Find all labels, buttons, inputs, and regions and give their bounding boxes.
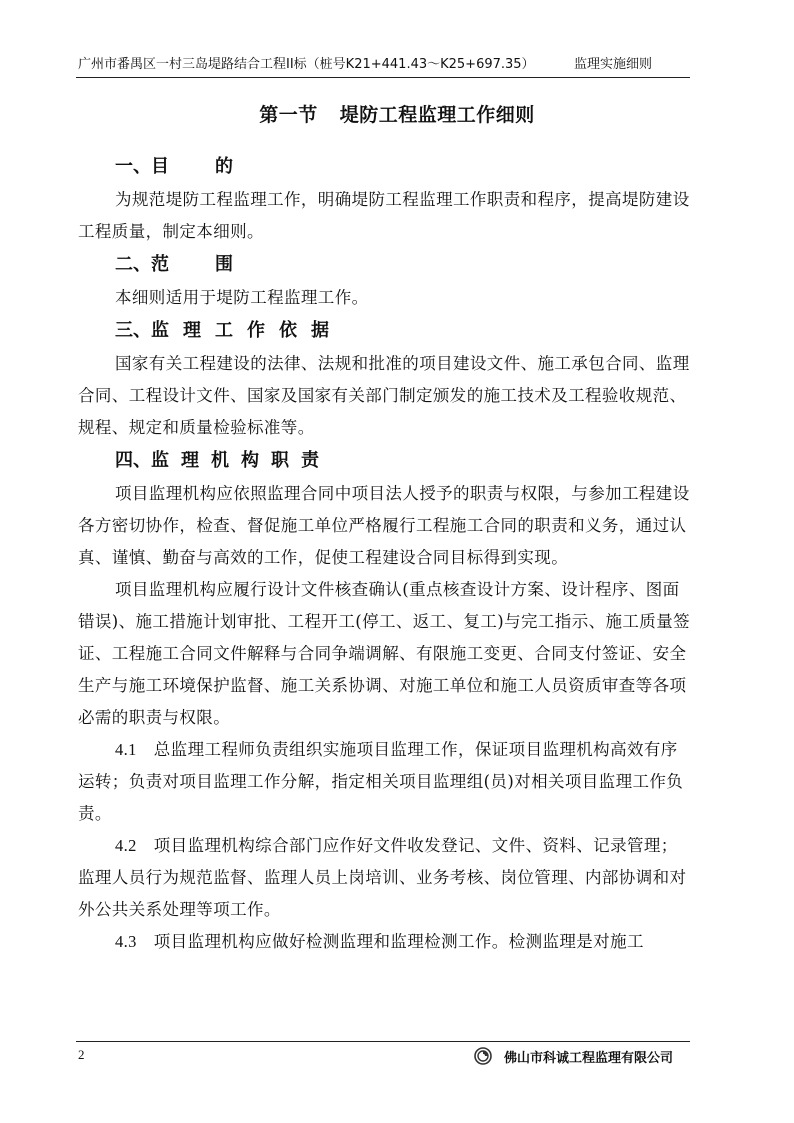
header-project-title: 广州市番禺区一村三岛堤路结合工程II标（桩号K21+441.43～K25+697.35） <box>78 57 535 72</box>
heading-scope <box>78 248 694 282</box>
clause-text: 项目监理机构应做好检测监理和监理检测工作。检测监理是对施工 <box>153 932 644 951</box>
paragraph-duties-2: 项目监理机构应履行设计文件核查确认(重点核查设计方案、设计程序、图面错误)、施工措施计划审批、工程开工(停工、返工、复工)与完工指示、施工质量签证、工程施工合同文件解释与合同争端调解、有限施工变更、合同支付签证、安全生产与施工环境保护监督、施工关系协调、对施工单位和施工人员资质审查等各项必需的职责与权限。 <box>78 580 691 727</box>
clause-4-3 <box>78 926 694 958</box>
clause-number: 4.3 <box>115 932 137 951</box>
company-name: 佛山市科诚工程监理有限公司 <box>504 1050 674 1066</box>
paragraph-purpose: 为规范堤防工程监理工作，明确堤防工程监理工作职责和程序，提高堤防建设工程质量，制定本细则。 <box>78 190 690 241</box>
section-title <box>0 103 794 127</box>
heading-number: 四、 <box>115 450 151 471</box>
section-title-number: 第一节 <box>259 104 318 126</box>
paragraph-basis: 国家有关工程建设的法律、法规和批准的项目建设文件、施工承包合同、监理合同、工程设计文件、国家及国家有关部门制定颁发的施工技术及工程验收规范、规程、规定和质量检验标准等。 <box>78 354 690 437</box>
header-divider <box>76 77 690 78</box>
heading-text: 范围 <box>151 254 279 275</box>
paragraph-duties-1: 项目监理机构应依照监理合同中项目法人授予的职责与权限，与参加工程建设各方密切协作，检查、督促施工单位严格履行工程施工合同的职责和义务，通过认真、谨慎、勤奋与高效的工作，促使工程建设合同目标得到实现。 <box>78 484 690 567</box>
page-number: 2 <box>78 1047 85 1062</box>
heading-text: 监理工作依据 <box>151 320 343 341</box>
clause-4-2 <box>78 830 694 926</box>
heading-duties <box>78 444 694 478</box>
clause-4-1 <box>78 734 694 830</box>
heading-number: 三、 <box>115 320 151 341</box>
paragraph-scope: 本细则适用于堤防工程监理工作。 <box>115 288 369 307</box>
company-logo-icon <box>474 1047 492 1065</box>
footer-divider <box>76 1041 690 1042</box>
heading-text: 监理机构职责 <box>151 450 331 471</box>
document-body <box>78 150 694 958</box>
clause-number: 4.1 <box>115 740 137 759</box>
footer-company <box>474 1045 673 1067</box>
heading-basis <box>78 314 694 348</box>
clause-text: 项目监理机构综合部门应作好文件收发登记、文件、资料、记录管理；监理人员行为规范监督、监理人员上岗培训、业务考核、岗位管理、内部协调和对外公共关系处理等项工作。 <box>78 836 687 919</box>
heading-number: 二、 <box>115 254 151 275</box>
heading-text: 目的 <box>151 156 279 177</box>
clause-text: 总监理工程师负责组织实施项目监理工作，保证项目监理机构高效有序运转；负责对项目监理工作分解，指定相关项目监理组(员)对相关项目监理工作负责。 <box>78 740 684 823</box>
header-document-type: 监理实施细则 <box>574 57 653 72</box>
section-title-name: 堤防工程监理工作细则 <box>339 104 535 126</box>
heading-number: 一、 <box>115 156 151 177</box>
clause-number: 4.2 <box>115 836 137 855</box>
heading-purpose <box>78 150 694 184</box>
